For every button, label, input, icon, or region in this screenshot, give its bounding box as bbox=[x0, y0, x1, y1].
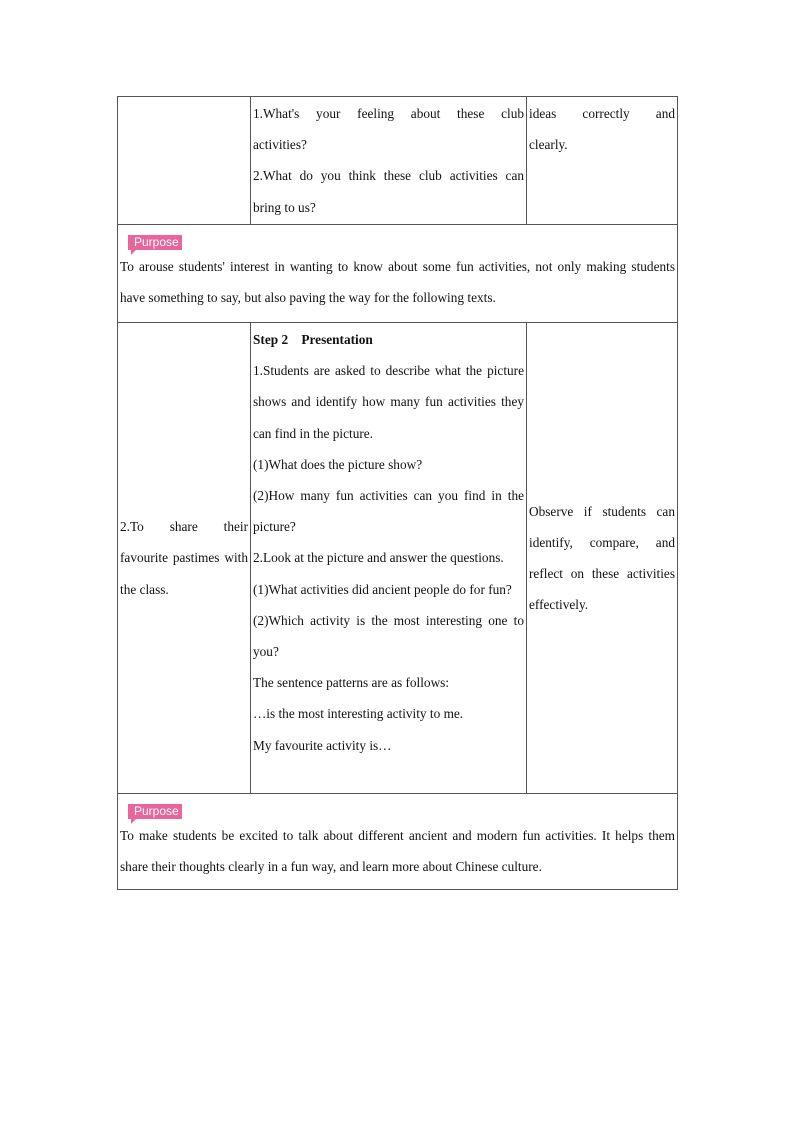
activity-item: …is the most interesting activity to me. bbox=[253, 706, 464, 722]
step-title: Step 2 Presentation bbox=[253, 332, 373, 347]
activity-item: 2.Look at the picture and answer the questions. bbox=[253, 550, 504, 566]
purpose-cell bbox=[118, 794, 678, 890]
activity-item: (1)What does the picture show? bbox=[253, 456, 423, 472]
purpose-text: To make students be excited to talk about different ancient and modern fun activities. It helps them share their thoughts clearly in a fun way, and learn more about Chinese culture. bbox=[120, 828, 675, 875]
purpose-tag: Purpose bbox=[128, 804, 182, 819]
table-row-step2 bbox=[118, 323, 678, 794]
activity-item: 1.Students are asked to describe what the picture shows and identify how many fun activities they can find in the picture. bbox=[253, 363, 524, 441]
assessment-text: Observe if students can identify, compare, and reflect on these activities effectively. bbox=[529, 503, 675, 613]
objective-text: 2.To share their favourite pastimes with the class. bbox=[120, 519, 248, 597]
table-row-continuation bbox=[118, 97, 678, 225]
question-line: 1.What's your feeling about these club bbox=[253, 106, 524, 121]
assessment-cell bbox=[527, 97, 678, 225]
activity-item: My favourite activity is… bbox=[253, 737, 392, 753]
activity-item: (2)Which activity is the most interesting one to you? bbox=[253, 612, 524, 660]
purpose-cell bbox=[118, 225, 678, 323]
activity-cell bbox=[251, 323, 527, 794]
purpose-tag: Purpose bbox=[128, 235, 182, 250]
assessment-line: clearly. bbox=[529, 137, 568, 153]
activity-item: (1)What activities did ancient people do for fun? bbox=[253, 581, 512, 597]
objective-cell bbox=[118, 323, 251, 794]
activity-cell bbox=[251, 97, 527, 225]
question-line: 2.What do you think these club activities can bbox=[253, 168, 524, 184]
objective-cell-empty bbox=[118, 97, 251, 225]
purpose-row bbox=[118, 794, 678, 890]
assessment-line: ideas correctly and bbox=[529, 106, 675, 121]
activity-item: The sentence patterns are as follows: bbox=[253, 675, 450, 691]
purpose-row bbox=[118, 225, 678, 323]
question-line: bring to us? bbox=[253, 199, 316, 215]
question-line: activities? bbox=[253, 137, 307, 153]
activity-item: (2)How many fun activities can you find in the picture? bbox=[253, 488, 524, 535]
purpose-text: To arouse students' interest in wanting to know about some fun activities, not only making students have something to say, but also paving the way for the following texts. bbox=[120, 259, 675, 306]
assessment-cell bbox=[527, 323, 678, 794]
lesson-plan-table bbox=[117, 96, 678, 890]
